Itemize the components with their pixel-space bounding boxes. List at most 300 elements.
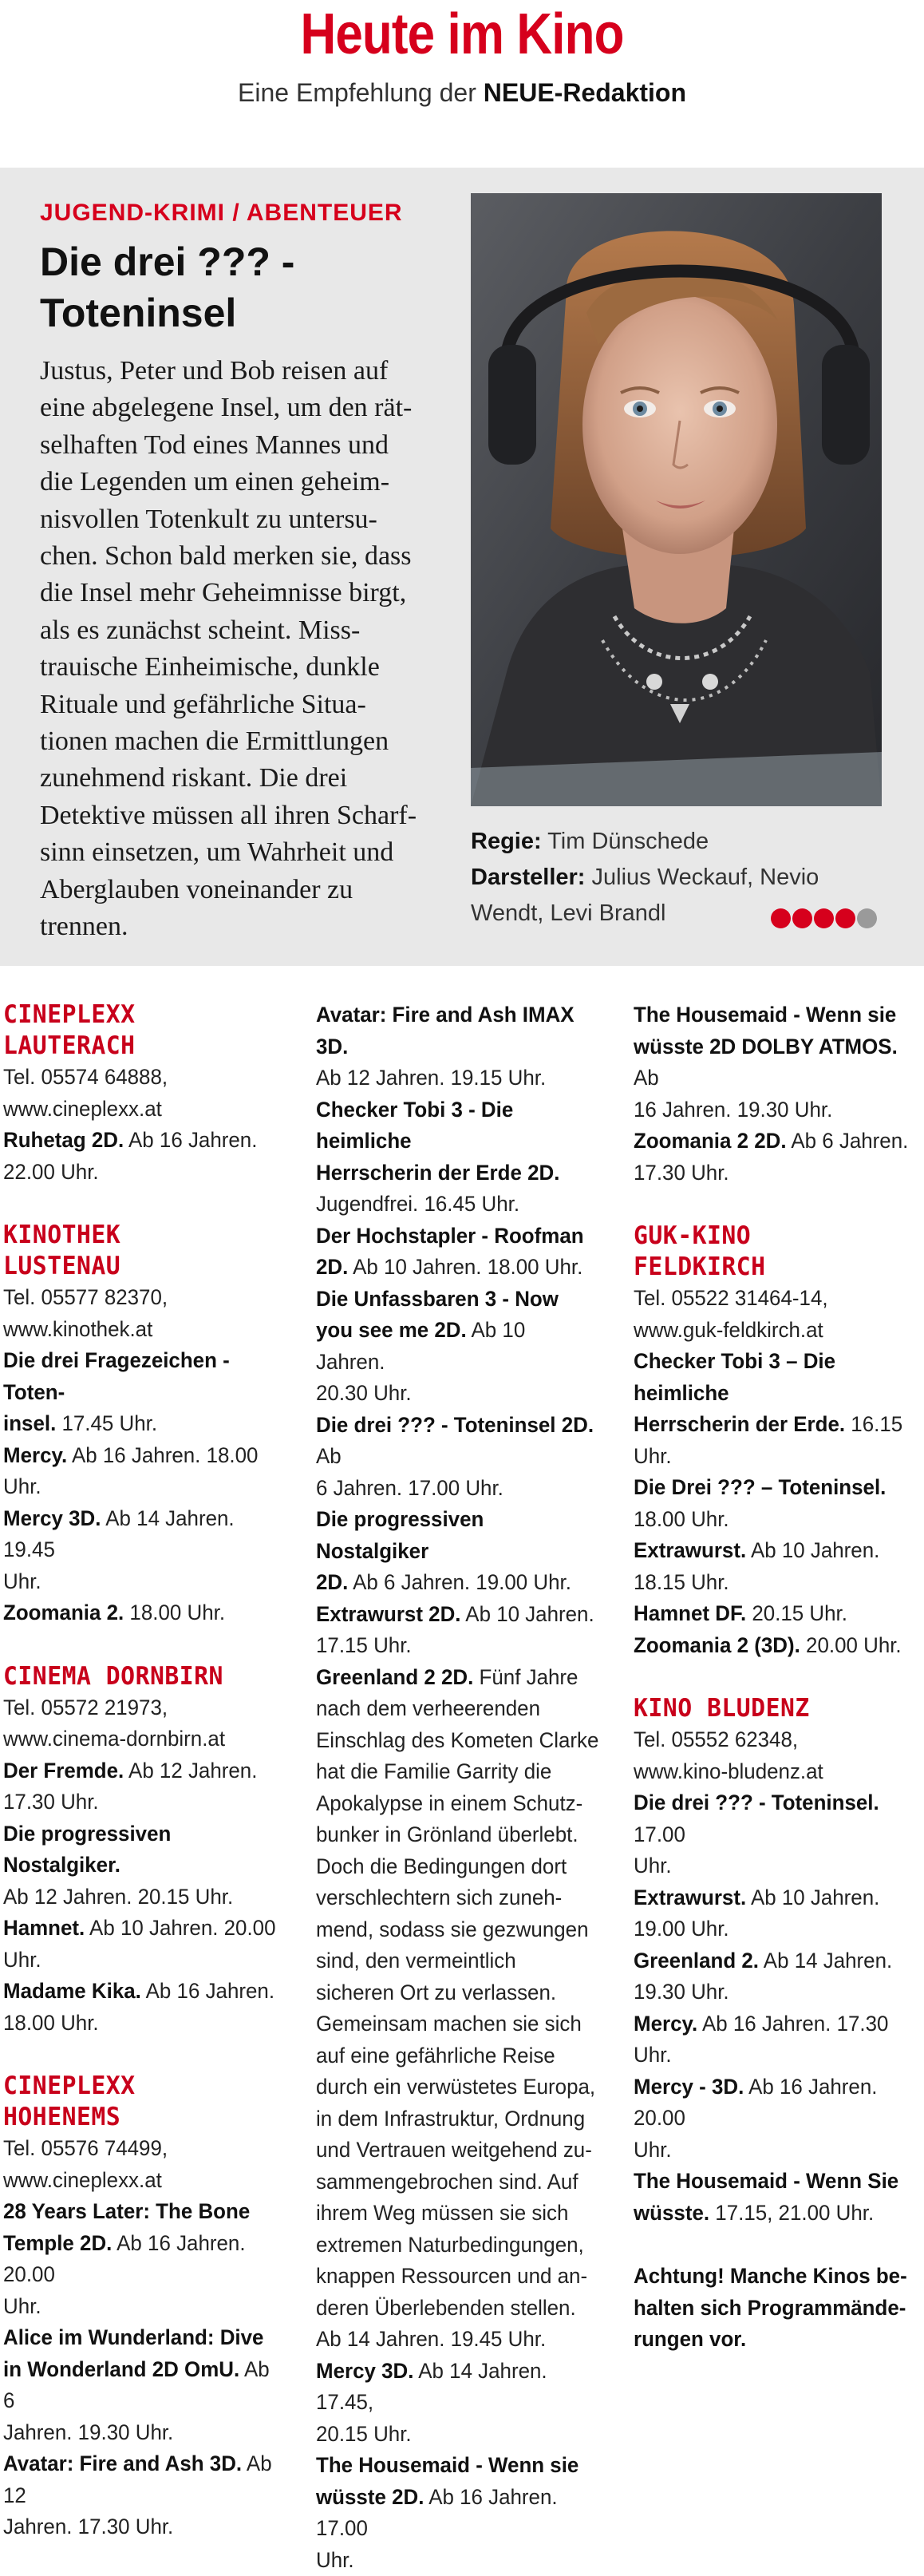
listing-line	[3, 1597, 279, 1629]
listing-detail-text: Gemeinsam machen sie sich	[316, 2012, 582, 2036]
section-spacer	[634, 1661, 912, 1693]
listing-line	[3, 1345, 279, 1408]
cinema-name: LUSTENAU	[3, 1251, 279, 1282]
film-title-text: Mercy - 3D.	[634, 2075, 744, 2099]
listing-line	[3, 1787, 279, 1818]
listing-line	[634, 2166, 912, 2198]
listing-line	[316, 2356, 599, 2419]
film-title-text: Die progressiven Nostalgiker	[316, 1507, 484, 1563]
listing-detail-text: verschlechtern sich zuneh-	[316, 1886, 562, 1909]
film-title-text: The Housemaid - Wenn sie	[634, 1003, 896, 1027]
listing-detail-text: 17.45 Uhr.	[56, 1411, 157, 1435]
listing-line	[3, 1282, 279, 1314]
listing-detail-text: Tel. 05576 74499,	[3, 2136, 168, 2160]
listing-detail-text: Ab 12 Jahren. 20.15 Uhr.	[3, 1885, 233, 1909]
listing-line	[3, 1157, 279, 1189]
listing-detail-text: Uhr.	[316, 2548, 354, 2572]
description-line: die Legenden um einen geheim-	[40, 464, 471, 501]
listing-line	[316, 1945, 599, 1977]
film-title-text: Greenland 2 2D.	[316, 1665, 473, 1689]
listing-line	[634, 1472, 912, 1504]
listing-line	[316, 2545, 599, 2576]
listing-line	[316, 999, 599, 1062]
rating-dot-empty	[857, 908, 877, 928]
listing-line	[634, 1882, 912, 1914]
featured-film-box	[0, 168, 924, 966]
listing-detail-text: Ab 10 Jahren. 18.00 Uhr.	[348, 1255, 582, 1279]
listings-column-1	[3, 999, 290, 2543]
subtitle-brand: NEUE-Redaktion	[484, 78, 686, 107]
listing-line	[316, 1788, 599, 1820]
listing-line	[3, 1408, 279, 1440]
listing-line	[316, 1157, 599, 1189]
cast-line	[471, 860, 902, 896]
listing-line	[634, 1567, 912, 1599]
cinema-name: LAUTERACH	[3, 1031, 279, 1062]
listing-detail-text: Einschlag des Kometen Clarke	[316, 1728, 598, 1752]
listing-detail-text: und Vertrauen weitgehend zu-	[316, 2138, 592, 2162]
listing-line	[3, 2228, 279, 2291]
listing-detail-text: 20.30 Uhr.	[316, 1381, 412, 1405]
film-title-text: Ruhetag 2D.	[3, 1128, 124, 1152]
listing-line	[634, 1724, 912, 1756]
cast-label: Darsteller:	[471, 865, 585, 890]
listing-line	[316, 1473, 599, 1505]
listing-detail-text: Ab 10 Jahren.	[316, 1318, 525, 1374]
listing-line	[316, 1315, 599, 1378]
listing-detail-text: 16.15 Uhr.	[634, 1412, 902, 1468]
listing-detail-text: www.kino-bludenz.at	[634, 1759, 823, 1783]
listing-detail-text: Ab 10 Jahren.	[746, 1886, 879, 1909]
film-title-text: Zoomania 2 (3D).	[634, 1633, 800, 1657]
listing-line	[316, 1725, 599, 1757]
film-title-text: Avatar: Fire and Ash 3D.	[3, 2451, 242, 2475]
listing-line	[316, 2293, 599, 2325]
film-title-text: Zoomania 2.	[3, 1601, 124, 1624]
film-title-text: Der Fremde.	[3, 1759, 124, 1783]
cinema-name: CINEPLEXX	[3, 2071, 279, 2102]
film-title-text: Mercy.	[634, 2012, 697, 2036]
listing-line	[316, 1851, 599, 1883]
listing-detail-text: 19.00 Uhr.	[634, 1917, 729, 1941]
film-title-text: wüsste 2D.	[316, 2485, 424, 2509]
listing-detail-text: 18.00 Uhr.	[634, 1507, 729, 1531]
listing-line	[634, 1315, 912, 1347]
description-line: trennen.	[40, 908, 471, 945]
listing-detail-text: Tel. 05522 31464-14,	[634, 1286, 828, 1310]
listing-detail-text: Ab 16 Jahren. 20.00	[3, 2231, 246, 2287]
listing-detail-text: Jahren. 19.30 Uhr.	[3, 2420, 173, 2444]
listing-line	[316, 2419, 599, 2451]
listing-detail-text: mend, sodass sie gezwungen	[316, 1917, 589, 1941]
film-genre: JUGEND-KRIMI / ABENTEUER	[40, 200, 403, 227]
listing-line	[634, 2293, 912, 2325]
description-line: tionen machen die Ermittlungen	[40, 723, 471, 760]
listing-line	[634, 1756, 912, 1788]
listing-detail-text: Ab 12 Jahren.	[124, 1759, 257, 1783]
listing-detail-text: 17.30 Uhr.	[634, 1161, 729, 1185]
description-line: nisvollen Totenkult zu untersu-	[40, 501, 471, 538]
listing-line	[316, 1567, 599, 1599]
listing-detail-text: Ab 12 Jahren. 19.15 Uhr.	[316, 1066, 546, 1090]
section-spacer	[634, 1189, 912, 1221]
page-subtitle	[0, 78, 924, 108]
listing-detail-text: 17.30 Uhr.	[3, 1790, 99, 1814]
film-title-text: Greenland 2.	[634, 1949, 759, 1973]
rating-dots	[771, 908, 879, 931]
listing-detail-text: 17.15 Uhr.	[316, 1633, 412, 1657]
film-title-text: Die drei ??? - Toteninsel 2D.	[316, 1413, 594, 1437]
film-title-text: Zoomania 2 2D.	[634, 1129, 787, 1153]
listing-detail-text: 20.15 Uhr.	[316, 2422, 412, 2446]
film-title	[40, 236, 455, 338]
listing-line	[3, 1062, 279, 1094]
listing-detail-text: Tel. 05552 62348,	[634, 1727, 798, 1751]
listing-line	[3, 2322, 279, 2354]
listing-line	[316, 2450, 599, 2482]
film-title-text: Madame Kika.	[3, 1979, 141, 2003]
listing-detail-text: 17.15, 21.00 Uhr.	[709, 2201, 874, 2225]
listing-line	[3, 2354, 279, 2417]
film-title-text: in Wonderland 2D OmU.	[3, 2357, 239, 2381]
listing-detail-text: 16 Jahren. 19.30 Uhr.	[634, 1098, 832, 1122]
cinema-name: KINOTHEK	[3, 1220, 279, 1251]
film-title-line-1: Die drei ??? -	[40, 239, 294, 284]
description-line: als es zunächst scheint. Miss-	[40, 612, 471, 649]
cinema-name: KINO BLUDENZ	[634, 1693, 912, 1724]
section-spacer	[3, 1629, 279, 1661]
film-title-text: Die Drei ??? – Toteninsel.	[634, 1475, 886, 1499]
section-spacer	[634, 2229, 912, 2261]
listing-line	[316, 1630, 599, 1662]
listing-line	[316, 2135, 599, 2166]
listing-line	[3, 1755, 279, 1787]
film-title-text: you see me 2D.	[316, 1318, 467, 1342]
listing-detail-text: Uhr.	[3, 1948, 41, 1972]
film-title-text: Die Unfassbaren 3 - Now	[316, 1287, 559, 1311]
listing-detail-text: 17.00	[634, 1822, 685, 1846]
listing-line	[634, 1409, 912, 1472]
listing-detail-text: Ab 14 Jahren.	[759, 1949, 892, 1973]
listing-line	[3, 2511, 279, 2543]
listing-line	[316, 2230, 599, 2261]
film-title-text: Avatar: Fire and Ash IMAX 3D.	[316, 1003, 575, 1058]
film-title-line-2: Toteninsel	[40, 291, 236, 335]
film-title-text: wüsste 2D DOLBY ATMOS.	[634, 1035, 898, 1058]
listing-detail-text: 22.00 Uhr.	[3, 1160, 99, 1184]
listing-line	[634, 1157, 912, 1189]
listing-line	[3, 1913, 279, 1945]
listing-detail-text: www.kinothek.at	[3, 1317, 152, 1341]
listing-line	[3, 1692, 279, 1724]
listing-line	[3, 1125, 279, 1157]
page-header	[0, 0, 924, 144]
description-line: selhaften Tod eines Mannes und	[40, 427, 471, 464]
film-title-text: Extrawurst.	[634, 1538, 746, 1562]
listing-detail-text: sicheren Ort zu verlassen.	[316, 1980, 556, 2004]
listing-detail-text: sammengebrochen sind. Auf	[316, 2170, 578, 2194]
listing-detail-text: Fünf Jahre	[473, 1665, 578, 1689]
film-description	[40, 353, 471, 946]
film-title-text: Checker Tobi 3 - Die heimliche	[316, 1098, 513, 1153]
listing-line	[3, 1566, 279, 1598]
listing-line	[316, 1062, 599, 1094]
cast-names: Julius Weckauf, Nevio	[585, 865, 819, 890]
cinema-name: HOHENEMS	[3, 2102, 279, 2133]
cinema-name: CINEPLEXX	[3, 999, 279, 1031]
film-title-text: rungen vor.	[634, 2327, 746, 2351]
listing-line	[316, 1819, 599, 1851]
listing-detail-text: 20.00 Uhr.	[800, 1633, 902, 1657]
listing-line	[316, 2482, 599, 2545]
listing-line	[634, 1630, 912, 1662]
listing-line	[3, 1818, 279, 1882]
listing-line	[3, 2133, 279, 2165]
listing-detail-text: www.cineplexx.at	[3, 2168, 162, 2192]
film-title-text: Alice im Wunderland: Dive	[3, 2325, 263, 2349]
listing-detail-text: auf eine gefährliche Reise	[316, 2044, 555, 2068]
listing-line	[316, 1914, 599, 1946]
listing-line	[3, 1503, 279, 1566]
section-spacer	[3, 2039, 279, 2071]
listing-line	[634, 1126, 912, 1157]
film-title-text: wüsste.	[634, 2201, 709, 2225]
listing-detail-text: Ab 12	[3, 2451, 272, 2507]
rating-dot-filled	[792, 908, 812, 928]
film-title-text: The Housemaid - Wenn sie	[316, 2453, 578, 2477]
listing-detail-text: Ab 16 Jahren.	[124, 1128, 257, 1152]
listing-detail-text: Doch die Bedingungen dort	[316, 1854, 567, 1878]
listing-line	[316, 1977, 599, 2009]
rating-dot-filled	[814, 908, 834, 928]
listing-detail-text: Tel. 05574 64888,	[3, 1065, 168, 1089]
listing-detail-text: Ab 10 Jahren.	[461, 1602, 594, 1626]
film-title-text: Herrscherin der Erde 2D.	[316, 1161, 559, 1185]
listing-detail-text: extremen Naturbedingungen,	[316, 2233, 584, 2257]
listing-line	[3, 2448, 279, 2511]
listing-line	[634, 1535, 912, 1567]
description-line: sinn einsetzen, um Wahrheit und	[40, 834, 471, 871]
listing-line	[3, 1723, 279, 1755]
film-title-text: Extrawurst.	[634, 1886, 746, 1909]
film-title-text: 2D.	[316, 1255, 348, 1279]
listing-line	[316, 1284, 599, 1316]
listing-detail-text: Ab 16 Jahren. 18.00 Uhr.	[3, 1443, 258, 1499]
listing-line	[634, 2135, 912, 2166]
film-title-text: insel.	[3, 1411, 56, 1435]
film-title-text: Temple 2D.	[3, 2231, 112, 2255]
listing-line	[634, 2198, 912, 2230]
listing-line	[3, 1094, 279, 1126]
listing-detail-text: Ab 6	[3, 2357, 270, 2413]
listing-detail-text: Uhr.	[3, 2294, 41, 2318]
listing-line	[3, 2008, 279, 2040]
listing-detail-text: sind, den vermeintlich	[316, 1949, 516, 1973]
director-name: Tim Dünschede	[542, 829, 709, 854]
film-title-text: halten sich Programmände-	[634, 2296, 906, 2320]
listing-detail-text: Ab 6 Jahren.	[787, 1129, 909, 1153]
film-title-text: Mercy 3D.	[316, 2359, 413, 2383]
listing-detail-text: 6 Jahren. 17.00 Uhr.	[316, 1476, 503, 1500]
listing-detail-text: www.guk-feldkirch.at	[634, 1318, 823, 1342]
subtitle-prefix: Eine Empfehlung der	[238, 78, 484, 107]
film-still-illustration	[471, 193, 882, 806]
listing-line	[634, 1977, 912, 2008]
listing-detail-text: Ab 16 Jahren.	[141, 1979, 274, 2003]
listing-line	[316, 1504, 599, 1567]
listing-detail-text: Ab 14 Jahren. 19.45 Uhr.	[316, 2327, 546, 2351]
listing-detail-text: knappen Ressourcen und an-	[316, 2264, 587, 2288]
cast-line-2: Wendt, Levi Brandl	[471, 896, 902, 932]
listing-detail-text: durch ein verwüstetes Europa,	[316, 2075, 595, 2099]
listing-detail-text: Apokalypse in einem Schutz-	[316, 1791, 582, 1815]
listing-detail-text: in dem Infrastruktur, Ordnung	[316, 2107, 585, 2131]
film-title-text: 2D.	[316, 1570, 348, 1594]
listing-line	[316, 2071, 599, 2103]
listing-detail-text: bunker in Grönland überlebt.	[316, 1822, 578, 1846]
listing-detail-text: 18.15 Uhr.	[634, 1570, 729, 1594]
listing-line	[634, 1283, 912, 1315]
film-title-text: Mercy 3D.	[3, 1506, 101, 1530]
listing-line	[3, 2417, 279, 2449]
description-line: Rituale und gefährliche Situa-	[40, 687, 471, 723]
listing-detail-text: Tel. 05577 82370,	[3, 1285, 168, 1309]
rating-dot-filled	[771, 908, 791, 928]
listing-detail-text: Ab 10 Jahren.	[746, 1538, 879, 1562]
listing-line	[316, 2198, 599, 2230]
listing-line	[634, 2071, 912, 2135]
listing-line	[316, 1662, 599, 1694]
listing-line	[3, 2196, 279, 2228]
listing-detail-text: 19.30 Uhr.	[634, 1980, 729, 2004]
listing-detail-text: Tel. 05572 21973,	[3, 1696, 168, 1719]
listing-detail-text: Ab 16 Jahren. 20.00	[634, 2075, 877, 2131]
description-line: Justus, Peter und Bob reisen auf	[40, 353, 471, 390]
listing-detail-text: 18.00 Uhr.	[124, 1601, 225, 1624]
listing-line	[316, 2040, 599, 2072]
description-line: die Insel mehr Geheimnisse birgt,	[40, 575, 471, 611]
film-title-text: Herrscherin der Erde.	[634, 1412, 845, 1436]
rating-dot-filled	[835, 908, 855, 928]
listing-detail-text: Ab 14 Jahren. 17.45,	[316, 2359, 547, 2415]
listing-detail-text: Ab 10 Jahren. 20.00	[85, 1916, 275, 1940]
listing-line	[316, 1252, 599, 1284]
section-spacer	[3, 1188, 279, 1220]
listing-detail-text: Uhr.	[3, 1569, 41, 1593]
cinema-name: FELDKIRCH	[634, 1252, 912, 1283]
listings-column-2	[316, 999, 611, 2576]
listing-line	[634, 2008, 912, 2071]
cinema-name: CINEMA DORNBIRN	[3, 1661, 279, 1692]
page-title: Heute im Kino	[65, 2, 859, 67]
listing-line	[634, 2261, 912, 2293]
description-line: zunehmend riskant. Die drei	[40, 760, 471, 797]
listing-detail-text: www.cinema-dornbirn.at	[3, 1727, 225, 1751]
listing-line	[316, 2008, 599, 2040]
listing-line	[634, 1346, 912, 1409]
listing-detail-text: Jahren. 17.30 Uhr.	[3, 2515, 173, 2538]
listing-line	[3, 2291, 279, 2323]
director-label: Regie:	[471, 829, 542, 854]
film-title-text: Checker Tobi 3 – Die heimliche	[634, 1349, 835, 1405]
film-title-text: Hamnet DF.	[634, 1601, 746, 1625]
listing-line	[316, 2324, 599, 2356]
listing-line	[634, 1094, 912, 1126]
listing-line	[634, 1850, 912, 1882]
listing-line	[634, 1945, 912, 1977]
listing-line	[316, 1882, 599, 1914]
director-line	[471, 824, 902, 860]
listing-line	[316, 1599, 599, 1631]
listing-line	[3, 1882, 279, 1913]
film-title-text: Mercy.	[3, 1443, 67, 1467]
film-title-text: Extrawurst 2D.	[316, 1602, 461, 1626]
film-title-text: Achtung! Manche Kinos be-	[634, 2264, 907, 2288]
listing-line	[316, 1756, 599, 1788]
listing-line	[3, 1314, 279, 1346]
listing-line	[316, 2166, 599, 2198]
film-title-text: Die drei Fragezeichen - Toten-	[3, 1348, 230, 1404]
listing-detail-text: Uhr.	[634, 1854, 672, 1878]
listing-line	[634, 1787, 912, 1850]
description-line: chen. Schon bald merken sie, dass	[40, 538, 471, 575]
listing-line	[634, 1031, 912, 1094]
listing-line	[3, 1976, 279, 2008]
listing-line	[316, 1378, 599, 1410]
film-title-text: Die drei ??? - Toteninsel.	[634, 1791, 879, 1814]
listing-line	[634, 1913, 912, 1945]
film-title-text: Der Hochstapler - Roofman	[316, 1224, 584, 1248]
listing-detail-text: Uhr.	[634, 2138, 672, 2162]
listing-detail-text: www.cineplexx.at	[3, 1097, 162, 1121]
film-title-text: 28 Years Later: The Bone	[3, 2199, 250, 2223]
listing-line	[634, 2324, 912, 2356]
listings-column-3	[634, 999, 924, 2356]
listing-detail-text: deren Überlebenden stellen.	[316, 2296, 576, 2320]
listing-line	[316, 1221, 599, 1252]
film-title-text: Hamnet.	[3, 1916, 85, 1940]
listing-line	[316, 1410, 599, 1473]
listing-line	[3, 1945, 279, 1977]
listing-detail-text: Jugendfrei. 16.45 Uhr.	[316, 1192, 519, 1216]
listing-line	[316, 1094, 599, 1157]
listing-detail-text: Ab	[316, 1444, 342, 1468]
listing-detail-text: 18.00 Uhr.	[3, 2011, 99, 2035]
description-line: Detektive müssen all ihren Scharf-	[40, 797, 471, 834]
film-title-text: The Housemaid - Wenn Sie	[634, 2169, 898, 2193]
film-still-photo	[471, 193, 882, 806]
cinema-name: GUK-KINO	[634, 1221, 912, 1252]
listing-detail-text: Ab 16 Jahren. 17.00	[316, 2485, 558, 2541]
listing-detail-text: Ab	[634, 1066, 659, 1090]
listing-line	[3, 1440, 279, 1503]
listing-line	[316, 2261, 599, 2293]
description-line: eine abgelegene Insel, um den rät-	[40, 390, 471, 426]
listing-detail-text: Ab 14 Jahren. 19.45	[3, 1506, 235, 1562]
listing-line	[3, 2165, 279, 2197]
listing-detail-text: hat die Familie Garrity die	[316, 1759, 551, 1783]
listing-line	[634, 1504, 912, 1536]
listing-detail-text: 20.15 Uhr.	[746, 1601, 847, 1625]
listing-line	[634, 999, 912, 1031]
listing-line	[634, 1598, 912, 1630]
listing-line	[316, 2103, 599, 2135]
film-title-text: Die progressiven Nostalgiker.	[3, 1822, 171, 1878]
description-line: Aberglauben voneinander zu	[40, 872, 471, 908]
listing-detail-text: nach dem verheerenden	[316, 1696, 540, 1720]
listing-detail-text: ihrem Weg müssen sie sich	[316, 2201, 568, 2225]
listing-line	[316, 1693, 599, 1725]
